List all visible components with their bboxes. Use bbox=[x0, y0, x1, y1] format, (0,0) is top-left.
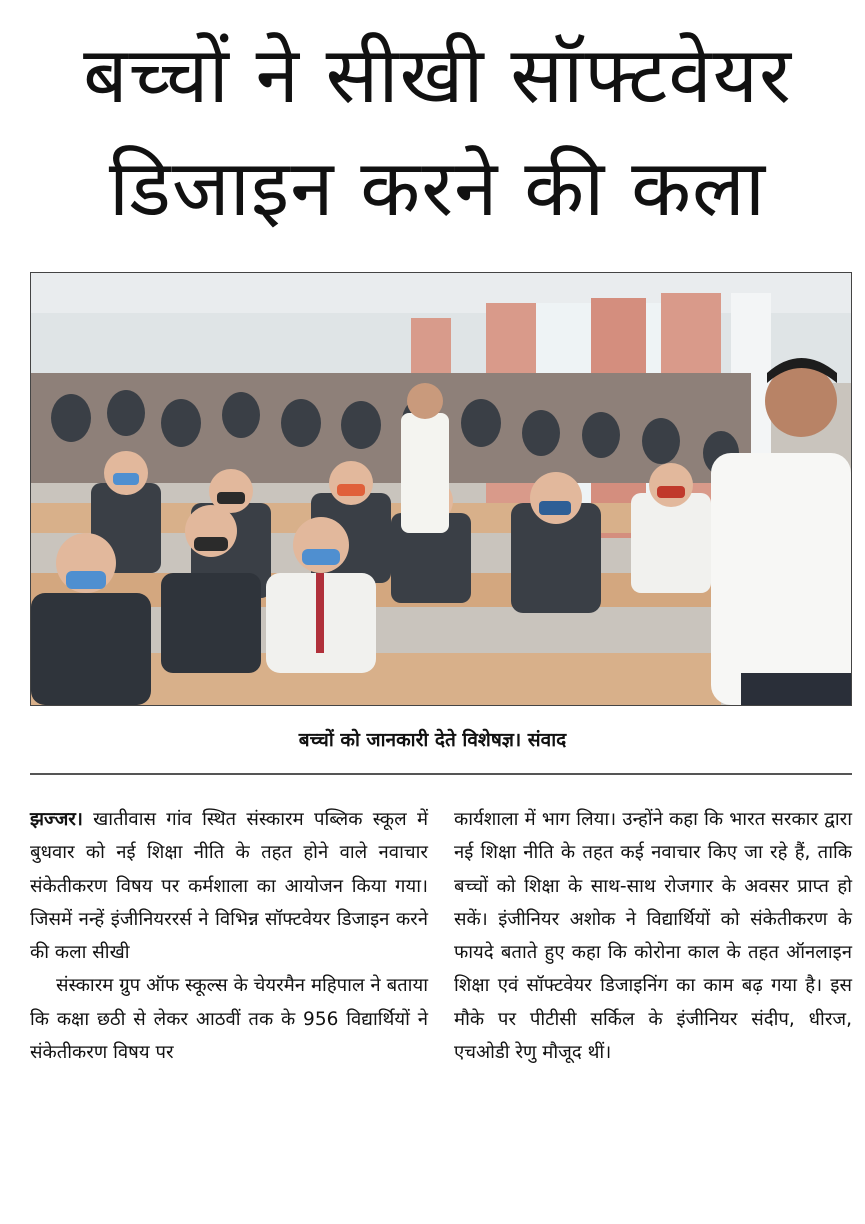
article-column-left bbox=[30, 803, 428, 1069]
article-column-right bbox=[454, 803, 852, 1069]
paragraph-1-text: खातीवास गांव स्थित संस्कारम पब्लिक स्कूल में बुधवार को नई शिक्षा नीति के तहत होने वाले नवाचार संकेतीकरण विषय पर कर्मशाला का आयोजन किया गया। जिसमें नन्हें इंजीनियररर्स ने विभिन्न सॉफ्टवेयर डिजाइन करने की कला सीखी bbox=[30, 809, 429, 964]
section-divider bbox=[30, 773, 852, 775]
dateline: झज्जर। bbox=[30, 809, 83, 830]
photo-caption: बच्चों को जानकारी देते विशेषज्ञ। संवाद bbox=[298, 729, 567, 751]
article-paragraph-1 bbox=[30, 803, 428, 969]
article-paragraph-2-continued: कार्यशाला में भाग लिया। उन्होंने कहा कि भारत सरकार द्वारा नई शिक्षा नीति के तहत कई नवाचार किए जा रहे हैं, ताकि बच्चों को शिक्षा के साथ-साथ रोजगार के अवसर प्राप्त हो सकें। इंजीनियर अशोक ने विद्यार्थियों को संकेतीकरण के फायदे बताते हुए कहा कि कोरोना काल के तहत ऑनलाइन शिक्षा एवं सॉफ्टवेयर डिजाइनिंग का काम बढ़ गया है। इस मौके पर पीटीसी सर्किल के इंजीनियर संदीप, धीरज, एचओडी रेणु मौजूद थीं। bbox=[454, 809, 852, 1064]
article-paragraph-2: संस्कारम ग्रुप ऑफ स्कूल्स के चेयरमैन महिपाल ने बताया कि कक्षा छठी से लेकर आठवीं तक के 956 विद्यार्थियों ने संकेतीकरण विषय पर bbox=[30, 975, 428, 1064]
classroom-photo-illustration bbox=[31, 273, 851, 705]
headline-line-2: डिजाइन करने की कला bbox=[108, 144, 767, 234]
article-photo bbox=[30, 272, 852, 706]
headline bbox=[30, 20, 845, 246]
headline-line-1: बच्चों ने सीखी सॉफ्टवेयर bbox=[83, 31, 792, 121]
